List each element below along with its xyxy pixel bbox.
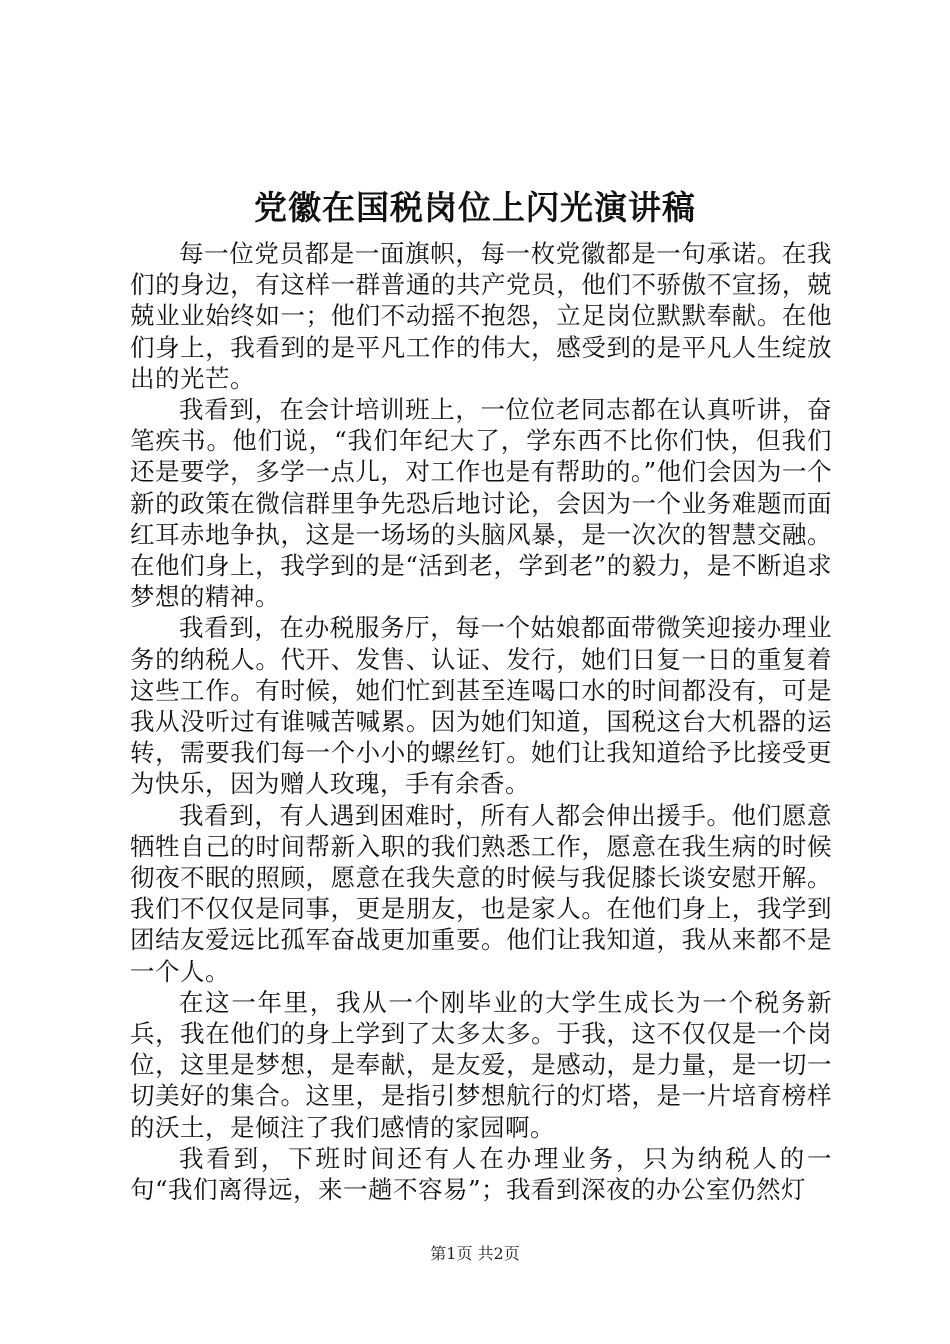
paragraph-1: 每一位党员都是一面旗帜，每一枚党徽都是一句承诺。在我们的身边，有这样一群普通的共产党员，他们不骄傲不宣扬，兢兢业业始终如一；他们不动摇不抱怨，立足岗位默默奉献。在他们身上，我看到的是平凡工作的伟大，感受到的是平凡人生绽放出的光芒。: [130, 239, 832, 393]
paragraph-5: 在这一年里，我从一个刚毕业的大学生成长为一个税务新兵，我在他们的身上学到了太多太多。于我，这不仅仅是一个岗位，这里是梦想，是奉献，是友爱，是感动，是力量，是一切一切美好的集合。这里，是指引梦想航行的灯塔，是一片培育榜样的沃土，是倾注了我们感情的家园啊。: [130, 987, 832, 1142]
document-body: [130, 238, 832, 1205]
paragraph-3: 我看到，在办税服务厅，每一个姑娘都面带微笑迎接办理业务的纳税人。代开、发售、认证、发行，她们日复一日的重复着这些工作。有时候，她们忙到甚至连喝口水的时间都没有，可是我从没听过有谁喊苦喊累。因为她们知道，国税这台大机器的运转，需要我们每一个小小的螺丝钉。她们让我知道给予比接受更为快乐，因为赠人玫瑰，手有余香。: [130, 613, 832, 799]
page-indicator: 第1页 共2页: [430, 1244, 520, 1263]
paragraph-6: 我看到，下班时间还有人在办理业务，只为纳税人的一句“我们离得远，来一趟不容易”；我看到深夜的办公室仍然灯: [130, 1143, 832, 1205]
document-title: 党徽在国税岗位上闪光演讲稿: [254, 188, 696, 227]
paragraph-4: 我看到，有人遇到困难时，所有人都会伸出援手。他们愿意牺牲自己的时间帮新入职的我们熟悉工作，愿意在我生病的时候彻夜不眠的照顾，愿意在我失意的时候与我促膝长谈安慰开解。我们不仅仅是同事，更是朋友，也是家人。在他们身上，我学到团结友爱远比孤军奋战更加重要。他们让我知道，我从来都不是一个人。: [130, 800, 832, 986]
paragraph-2: 我看到，在会计培训班上，一位位老同志都在认真听讲，奋笔疾书。他们说，“我们年纪大了，学东西不比你们快，但我们还是要学，多学一点儿，对工作也是有帮助的。”他们会因为一个新的政策在微信群里争先恐后地讨论，会因为一个业务难题而面红耳赤地争执，这是一场场的头脑风暴，是一次次的智慧交融。在他们身上，我学到的是“活到老，学到老”的毅力，是不断追求梦想的精神。: [130, 395, 832, 612]
